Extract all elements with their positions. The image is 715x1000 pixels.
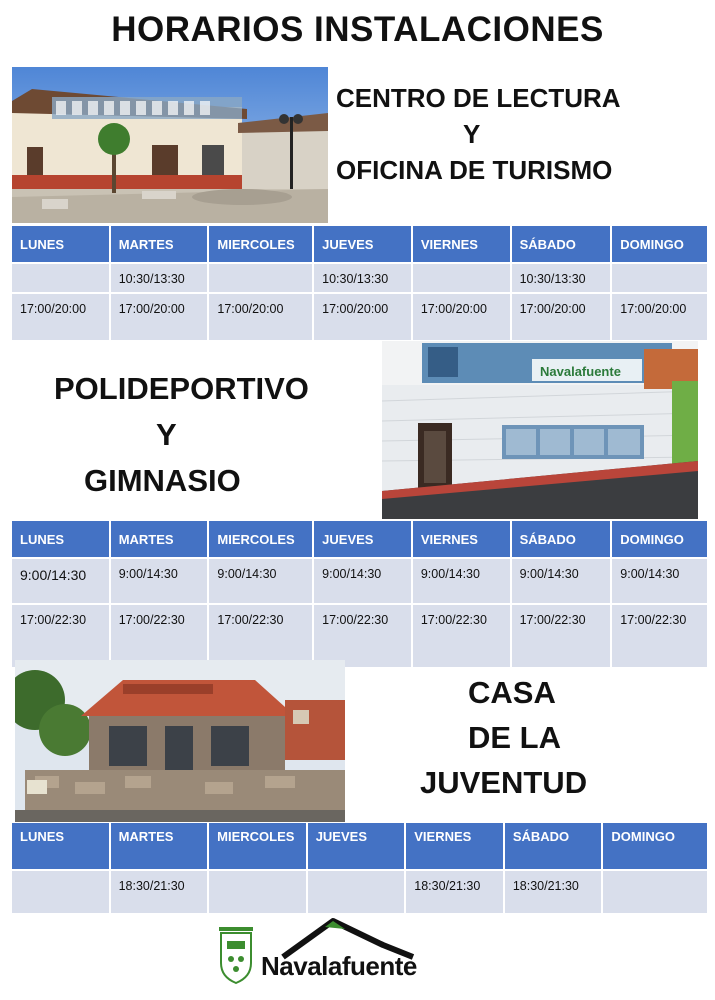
section1-heading-line1: CENTRO DE LECTURA	[336, 83, 621, 113]
day-header: MARTES	[111, 823, 208, 871]
day-header: LUNES	[12, 226, 109, 264]
section2-heading-line1: POLIDEPORTIVO	[54, 371, 309, 406]
coat-of-arms-icon	[219, 927, 253, 983]
day-header: VIERNES	[413, 521, 510, 559]
schedule-cell: 17:00/20:00	[12, 294, 109, 342]
logo-text: Navalafuente	[261, 951, 417, 981]
section1-heading-line2: Y	[463, 119, 481, 149]
section1-heading-line3: OFICINA DE TURISMO	[336, 155, 613, 185]
schedule-cell	[603, 871, 707, 915]
schedule-cell	[12, 264, 109, 294]
navalafuente-logo	[213, 917, 423, 995]
schedule-cell: 17:00/22:30	[612, 605, 707, 669]
day-header: VIERNES	[406, 823, 503, 871]
schedule-cell: 18:30/21:30	[111, 871, 208, 915]
day-header: MARTES	[111, 521, 208, 559]
day-header: DOMINGO	[603, 823, 707, 871]
day-header: MIERCOLES	[209, 521, 312, 559]
day-header: JUEVES	[308, 823, 405, 871]
section2-heading-line3: GIMNASIO	[84, 463, 241, 498]
day-header: LUNES	[12, 823, 109, 871]
schedule-table-casa-juventud	[10, 823, 709, 915]
schedule-cell: 17:00/22:30	[209, 605, 312, 669]
day-header: SÁBADO	[512, 521, 611, 559]
polideportivo-photo	[382, 341, 698, 519]
schedule-cell: 9:00/14:30	[314, 559, 411, 605]
schedule-cell: 17:00/20:00	[314, 294, 411, 342]
day-header: SÁBADO	[505, 823, 602, 871]
schedule-cell: 9:00/14:30	[111, 559, 208, 605]
schedule-cell: 10:30/13:30	[512, 264, 611, 294]
schedule-cell: 9:00/14:30	[209, 559, 312, 605]
schedule-cell: 17:00/22:30	[314, 605, 411, 669]
sign-text: Navalafuente	[540, 364, 621, 379]
schedule-cell: 17:00/20:00	[111, 294, 208, 342]
schedule-cell: 17:00/20:00	[413, 294, 510, 342]
schedule-cell: 9:00/14:30	[612, 559, 707, 605]
schedule-cell	[612, 264, 707, 294]
schedule-cell: 17:00/22:30	[413, 605, 510, 669]
schedule-cell: 17:00/20:00	[209, 294, 312, 342]
schedule-cell: 18:30/21:30	[505, 871, 602, 915]
schedule-cell	[209, 264, 312, 294]
schedule-cell: 17:00/22:30	[12, 605, 109, 669]
day-header: DOMINGO	[612, 226, 707, 264]
day-header: MARTES	[111, 226, 208, 264]
schedule-cell: 17:00/22:30	[512, 605, 611, 669]
section3-heading-line2: DE LA	[468, 720, 561, 755]
schedule-cell: 9:00/14:30	[413, 559, 510, 605]
day-header: LUNES	[12, 521, 109, 559]
centro-lectura-photo	[12, 67, 328, 223]
schedule-cell: 10:30/13:30	[111, 264, 208, 294]
schedule-cell	[12, 871, 109, 915]
page-title: HORARIOS INSTALACIONES	[111, 10, 604, 49]
schedule-cell	[413, 264, 510, 294]
schedule-table-polideportivo	[10, 521, 709, 669]
schedule-cell: 10:30/13:30	[314, 264, 411, 294]
section3-heading-line1: CASA	[468, 675, 556, 710]
day-header: JUEVES	[314, 521, 411, 559]
schedule-cell: 17:00/20:00	[612, 294, 707, 342]
schedule-cell	[209, 871, 306, 915]
schedule-cell: 17:00/20:00	[512, 294, 611, 342]
day-header: MIERCOLES	[209, 226, 312, 264]
day-header: VIERNES	[413, 226, 510, 264]
schedule-cell: 17:00/22:30	[111, 605, 208, 669]
section2-heading-line2: Y	[156, 417, 177, 452]
day-header: SÁBADO	[512, 226, 611, 264]
section3-heading-line3: JUVENTUD	[420, 765, 588, 800]
schedule-table-centro-lectura	[10, 226, 709, 342]
schedule-cell	[308, 871, 405, 915]
day-header: MIERCOLES	[209, 823, 306, 871]
day-header: DOMINGO	[612, 521, 707, 559]
casa-juventud-photo	[15, 660, 345, 822]
schedule-cell: 9:00/14:30	[12, 559, 109, 605]
schedule-cell: 18:30/21:30	[406, 871, 503, 915]
schedule-cell: 9:00/14:30	[512, 559, 611, 605]
day-header: JUEVES	[314, 226, 411, 264]
